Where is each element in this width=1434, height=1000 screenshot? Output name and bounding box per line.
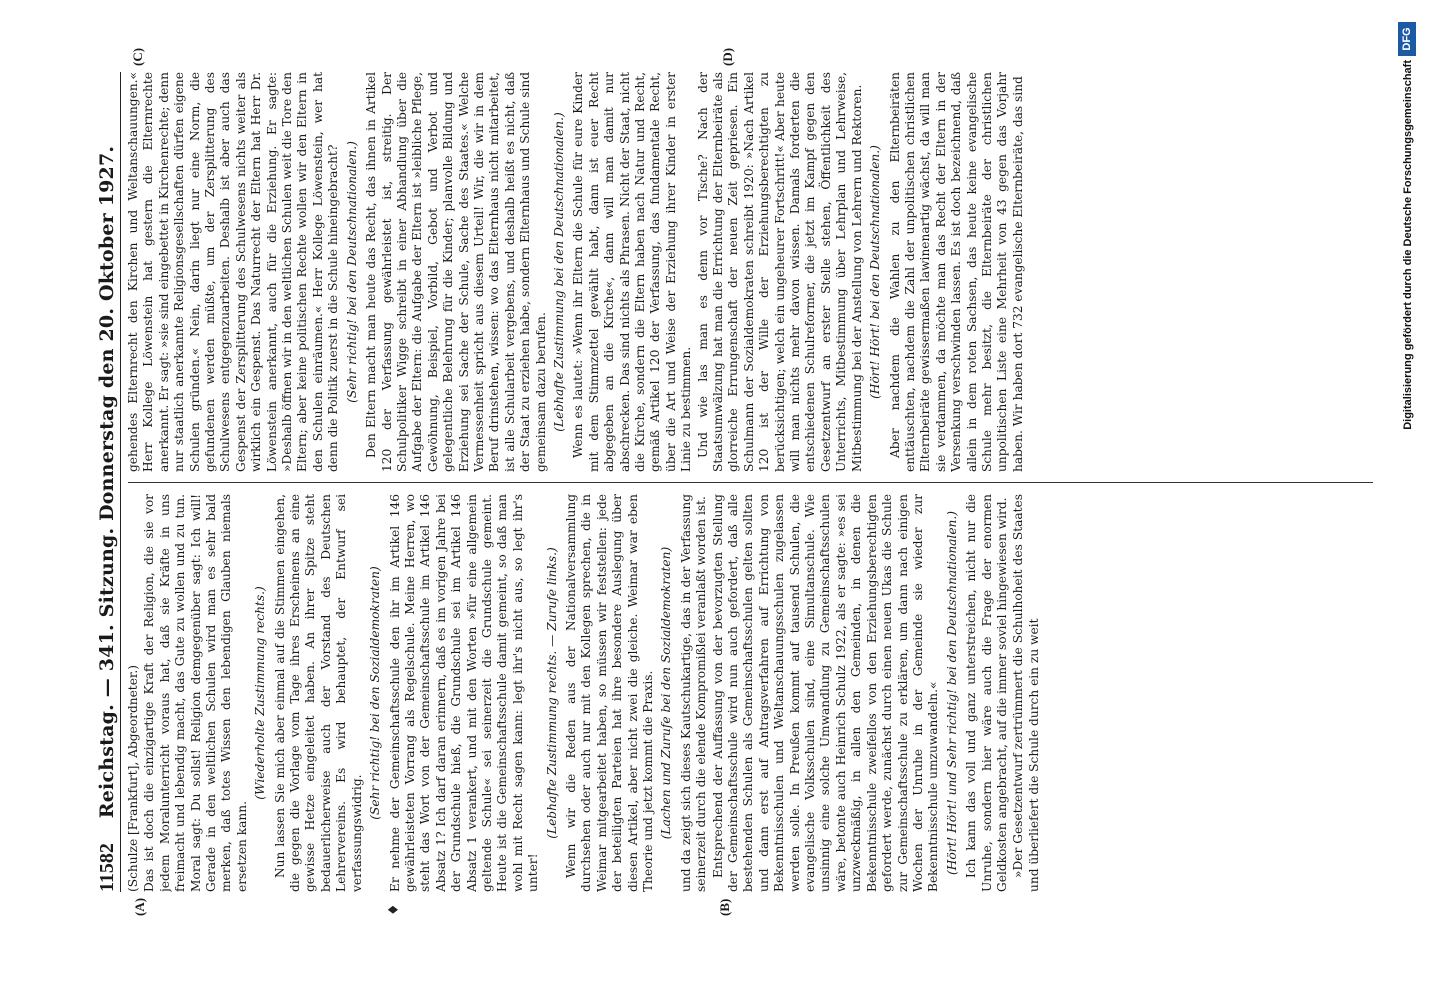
- right-column: [126, 72, 1376, 472]
- interjection: (Sehr richtig! bei den Deutschnationalen.): [344, 141, 359, 403]
- page-header: [92, 72, 121, 892]
- page-number: 11582: [96, 843, 118, 892]
- paragraph: Ich kann das voll und ganz unterstreichen, nicht nur die Unruhe, sondern hier wäre auch die Frage der enormen Geldkosten angebracht, auf die immer soviel hingewiesen wird.: [964, 494, 1009, 892]
- margin-bullet-icon: ♦: [386, 903, 402, 916]
- paragraph: »Der Gesetzentwurf zertrümmert die Schulhoheit des Staates und überliefert die Schule durch ein zu weit: [1011, 494, 1041, 892]
- column-divider: [128, 482, 1373, 483]
- dfg-logo: DFG: [1398, 22, 1416, 56]
- paragraph: Er nehme der Gemeinschaftsschule den ihr im Artikel 146 gewährleisteten Vorrang als Regelschule. Meine Herren, wo steht das Wort von der Gemeinschaftsschule im Artikel 146 Absatz 1? Ich darf daran erinnern, daß es im vorigen Jahre bei der Grundschule hieß, die Grundschule sei im Artikel 146 Absatz 1 verankert, und mit den Worten »für eine allgemein geltende Schule« sei seinerzeit die Grundschule gemeint. Heute ist die Gemeinschaftsschule damit gemeint, so daß man wohl mit Recht sagen kann: legt ihr's nicht aus, so legt ihr's unter!: [387, 494, 541, 892]
- left-column: [126, 494, 1376, 892]
- paragraph: Aber nachdem die Wahlen zu den Elternbeiräten enttäuschten, nachdem die Zahl der unpolitischen christlichen Elternbeiräte gewissermaßen lawinenartig wächst, da will man sie verdammen, da möchte man das Recht der Eltern in der Versenkung verschwinden lassen. Es ist doch bezeichnend, daß allein in dem roten Sachsen, das heute keine evangelische Schule mehr besitzt, die Elternbeiräte der christlichen unpolitischen Liste eine Mehrheit von 43 gegen das Vorjahr haben. Wir haben dort 732 evangelische Elternbeiräte, das sind: [887, 72, 1025, 472]
- margin-marker-c: (C): [130, 47, 145, 66]
- interjection: (Lebhafte Zustimmung rechts. — Zurufe links.): [544, 547, 559, 839]
- paragraph: Entsprechend der Auffassung von der bevorzugten Stellung der Gemeinschaftsschule wird nun auch gefordert, daß alle bestehenden Schulen als Gemeinschaftsschulen gelten sollten und dann erst auf Antragsverfahren auf Errichtung von Bekenntnisschulen und Weltanschauungsschulen zugelassen werden solle. In Preußen kommt auf tausend Schulen, die evangelische Volksschulen sind, eine Simultanschule. Wie unsinnig eine solche Umwandlung zu Gemeinschaftsschulen wäre, betonte auch Heinrich Schulz 1922, als er sagte: »es sei unzweckmäßig, in allen den Gemeinden, in denen die Bekenntnisschule zweifellos von den Erziehungsberechtigten gefordert werde, zunächst durch einen neuen Ukas die Schule zur Gemeinschaftsschule zu erklären, um dann nach einigen Wochen der Unruhe in der Gemeinde sie wieder zur Bekenntnisschule umzuwandeln.«: [710, 494, 941, 892]
- running-head: Reichstag. — 341. Sitzung. Donnerstag den 20. Oktober 1927.: [96, 145, 118, 819]
- margin-marker-b: (B): [717, 898, 732, 916]
- paragraph: Den Eltern macht man heute das Recht, das ihnen in Artikel 120 der Verfassung gewährleistet ist, streitig. Der Schulpolitiker Wigge schreibt in einer Abhandlung über die Aufgabe der Eltern: die Aufgabe der Eltern ist »leibliche Pflege, Gewöhnung, Beispiel, Vorbild, Gebot und Verbot und gelegentliche Belehrung für die Kinder; planvolle Bildung und Erziehung sei Sache der Schule, Sache des Staates.« Welche Vermessenheit spricht aus diesem Urteil! Wir, die wir in dem Beruf drinstehen, wissen: wo das Elternhaus nicht mitarbeitet, ist alle Schularbeit vergebens, und deshalb heißt es nicht, daß der Staat zu erziehen habe, sondern Elternhaus und Schule sind gemeinsam dazu berufen.: [364, 72, 548, 472]
- interjection: (Sehr richtig! bei den Sozialdemokraten): [368, 566, 383, 820]
- paragraph: gehendes Elternrecht den Kirchen und Weltanschauungen.« Herr Kollege Löwenstein hat gestern die Elternrechte anerkannt. Er sagt: »sie sind eingebettet in Kirchenrechte; denn nur staatlich anerkannte Religionsgesellschaften dürfen eigene Schulen gründen.« Nein, darin liegt nur eine Norm, die gefundenen werden müßte, um der Zersplitterung des Schulwesens entgegenzuarbeiten. Deshalb ist aber auch das Gespenst der Zersplitterung des Schulwesens nichts weiter als wirklich ein Gespenst. Das Naturrecht der Eltern hat Herr Dr. Löwenstein anerkannt, auch für die Erziehung. Er sagte: »Deshalb öffnen wir in den weltlichen Schulen weit die Tore den Eltern; aber keine politischen Rechte wollen wir den Eltern in den Schulen einräumen.« Herr Kollege Löwenstein, wer hat denn die Politik zuerst in die Schule hineingebracht?: [126, 72, 341, 472]
- paragraph: Wenn wir die Reden aus der Nationalversammlung durchsehen oder auch nur mit den Kollegen sprechen, die in Weimar mitgearbeitet haben, so müssen wir feststellen: jede der beteiligten Parteien hat ihre besondere Auslegung über diesen Artikel, aber nicht zwei die gleiche. Weimar war eben Theorie und jetzt kommt die Praxis.: [563, 494, 655, 892]
- paragraph: Das ist doch die einzigartige Kraft der Religion, die sie vor jedem Moralunterricht voraus hat, daß sie Kräfte in uns freimacht und lebendig macht, das Gute zu wollen und zu tun. Moral sagt: Du sollst! Religion demgegenüber sagt: Ich will! Gerade in den weltlichen Schulen wird man es sehr bald merken, daß totes Wissen den lebendigen Glauben niemals ersetzen kann.: [142, 494, 249, 892]
- interjection: (Lebhafte Zustimmung bei den Deutschnationalen.): [551, 112, 566, 432]
- paragraph: und da zeigt sich dieses Kautschukartige, das in der Verfassung seinerzeit durch die elende Kompromißlei veranlaßt worden ist.: [678, 494, 709, 892]
- speaker-line: (Schulze [Frankfurt], Abgeordneter.): [126, 664, 140, 892]
- interjection: (Lachen und Zurufe bei den Sozialdemokraten): [659, 546, 674, 840]
- interjection: (Wiederholte Zustimmung rechts.): [253, 586, 268, 800]
- paragraph: Wenn es lautet: »Wenn ihr Eltern die Schule für eure Kinder mit dem Stimmzettel gewählt habt, dann ist euer Recht abgegeben an die Kirche«, dann will man damit nur abschrecken. Das sind nichts als Phrasen. Nicht der Staat, nicht die Kirche, sondern die Eltern haben nach Natur und Recht, gemäß Artikel 120 der Verfassung, das fundamentale Recht, über die Art und Weise der Erziehung ihrer Kinder in erster Linie zu bestimmen.: [571, 72, 694, 472]
- interjection: (Hört! Hört! bei den Deutschnationalen.): [868, 145, 883, 399]
- interjection: (Hört! Hört! und Sehr richtig! bei den Deutschnationalen.): [944, 510, 959, 876]
- margin-marker-a: (A): [132, 897, 147, 916]
- paragraph: Nun lassen Sie mich aber einmal auf die Stimmen eingehen, die gegen die Vorlage vom Tage ihres Erscheinens an eine gewisse Hetze eingeleitet haben. An ihrer Spitze steht bedauerlicherweise auch der Vorstand des Deutschen Lehrervereins. Es wird behauptet, der Entwurf sei verfassungswidrig.: [272, 494, 364, 892]
- paragraph: Und wie las man es denn vor Tische? Nach der Staatsumwälzung hat man die Errichtung der Elternbeiräte als glorreiche Errungenschaft der neuen Zeit gepriesen. Ein Schulmann der Sozialdemokraten schreibt 1920: »Nach Artikel 120 ist der Wille der Erziehungsberechtigten zu berücksichtigen; welch ein ungeheurer Fortschritt!« Aber heute will man nichts mehr davon wissen. Damals forderten die entschiedenen Schulreformer, die jetzt im Kampf gegen den Gesetzentwurf an erster Stelle stehen, Öffentlichkeit des Unterrichts, Mitbestimmung über Lehrplan und Lehrweise, Mitbestimmung bei der Anstellung von Lehrern und Rektoren.: [695, 72, 864, 472]
- margin-marker-d: (D): [720, 47, 735, 66]
- digitization-credit: Digitalisierung gefördert durch die Deutsche Forschungsgemeinschaft: [1402, 60, 1414, 430]
